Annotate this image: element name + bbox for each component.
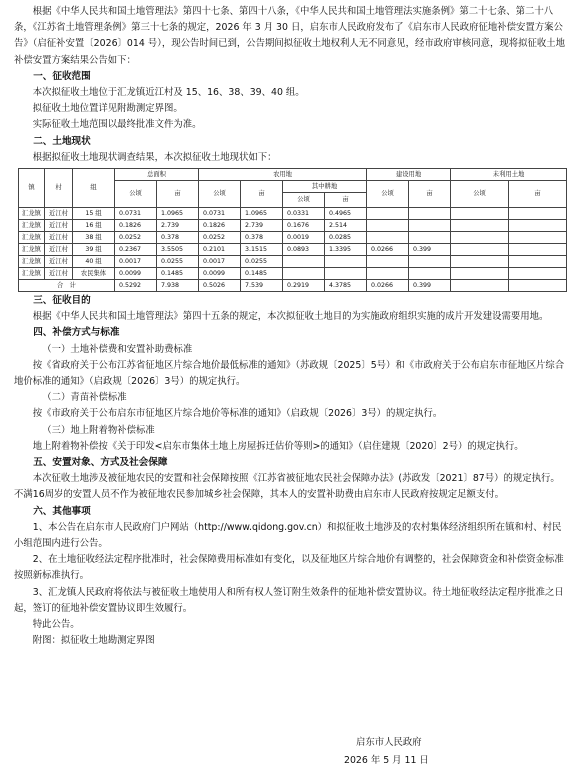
table-cell-value [367,220,409,232]
table-cell-value: 0.0893 [283,244,325,256]
table-cell-town: 汇龙镇 [19,220,45,232]
unit-mu: 亩 [157,181,199,208]
total-cell: 7.539 [241,280,283,292]
table-cell-village: 近江村 [45,256,73,268]
section-2-title: 二、土地现状 [33,135,91,147]
table-cell-value [509,268,567,280]
table-cell-value: 0.0017 [115,256,157,268]
section-4-sub-3: （三）地上附着物补偿标准 [42,424,155,436]
section-5-para-1: 本次征收土地涉及被征地农民的安置和社会保障按照《江苏省被征地农民社会保障办法》(苏政发〔2021〕87号）的规定执行。不满16周岁的安置人员不作为被征地农民参加城乡社会保障，其本人的安置补助费由启东市人民政府按规定足额支付。 [14,473,560,501]
total-label: 合 计 [19,280,115,292]
table-cell-town: 汇龙镇 [19,208,45,220]
section-4-para-3: 地上附着物补偿按《关于印发<启东市集体土地上房屋拆迁估价等则>的通知》（启住建规〔2020〕2号）的规定执行。 [32,440,524,452]
table-cell-value: 0.0731 [115,208,157,220]
table-cell-value [451,244,509,256]
table-cell-value: 0.1676 [283,220,325,232]
table-cell-value: 0.0252 [115,232,157,244]
table-cell-village: 近江村 [45,268,73,280]
table-row [19,208,567,220]
table-cell-value [409,268,451,280]
table-cell-value: 0.1826 [199,220,241,232]
table-cell-value [509,244,567,256]
table-cell-value: 0.378 [241,232,283,244]
table-cell-value: 0.0285 [325,232,367,244]
table-row [19,244,567,256]
total-cell: 7.938 [157,280,199,292]
attachment-line: 附图：拟征收土地勘测定界图 [32,635,155,647]
table-cell-value [451,268,509,280]
table-cell-value: 1.3395 [325,244,367,256]
table-cell-value [451,208,509,220]
unit-mu: 亩 [241,181,283,208]
table-cell-value [283,256,325,268]
table-cell-value: 0.0255 [241,256,283,268]
table-row [19,220,567,232]
section-3-para-1: 根据《中华人民共和国土地管理法》第四十五条的规定，本次拟征收土地目的为实施政府组织实施的成片开发建设需要用地。 [32,311,549,323]
table-cell-value [509,232,567,244]
header-village: 村 [45,169,73,208]
unit-ha: 公顷 [451,181,509,208]
table-cell-value [325,268,367,280]
header-total-area: 总面积 [115,169,199,181]
total-cell: 0.5026 [199,280,241,292]
unit-mu: 亩 [325,193,367,208]
table-cell-value [325,256,367,268]
section-4-sub-1: （一）土地补偿费和安置补助费标准 [42,343,193,355]
table-cell-value: 0.0099 [199,268,241,280]
table-row [19,268,567,280]
table-cell-value [409,208,451,220]
header-arable-land: 其中耕地 [283,181,367,193]
table-cell-town: 汇龙镇 [19,256,45,268]
section-4-para-1: 按《省政府关于公布江苏省征地区片综合地价最低标准的通知》（苏政规〔2025〕5号）和《市政府关于公布启东市征地区片综合地价标准的通知》（启政规〔2026〕3号）的规定执行。 [14,359,565,388]
table-cell-value [451,220,509,232]
table-cell-town: 汇龙镇 [19,244,45,256]
header-agricultural-land: 农用地 [199,169,367,181]
table-cell-village: 近江村 [45,232,73,244]
table-cell-value: 0.0331 [283,208,325,220]
section-5-title: 五、安置对象、方式及社会保障 [33,457,168,469]
table-cell-value [509,220,567,232]
table-cell-value: 0.1485 [157,268,199,280]
table-cell-village: 近江村 [45,244,73,256]
section-6-para-2: 2、在土地征收经法定程序批准时，社会保障费用标准如有变化，以及征地区片综合地价有调整的，社会保障资金和补偿资金标准按照新标准执行。 [14,554,564,582]
table-cell-value [367,208,409,220]
table-cell-group: 38 组 [73,232,115,244]
section-6-para-1: 1、本公告在启东市人民政府门户网站（http://www.qidong.gov.cn）和拟征收土地涉及的农村集体经济组织所在镇和村、村民小组范围内进行公告。 [14,521,562,550]
header-group: 组 [73,169,115,208]
header-construction-land: 建设用地 [367,169,451,181]
table-cell-town: 汇龙镇 [19,232,45,244]
unit-ha: 公顷 [199,181,241,208]
signature-date: 2026 年 5 月 11 日 [344,755,429,766]
table-cell-value: 2.739 [157,220,199,232]
total-cell: 0.0266 [367,280,409,292]
section-3-title: 三、征收目的 [33,295,91,307]
section-1-para-2: 拟征收土地位置详见附勘测定界图。 [32,103,183,115]
total-cell [509,280,567,292]
section-4-para-2: 按《市政府关于公布启东市征地区片综合地价等标准的通知》（启政规〔2026〕3号）的规定执行。 [32,408,443,420]
table-cell-value: 0.4965 [325,208,367,220]
header-unused-land: 未利用土地 [451,169,567,181]
unit-mu: 亩 [509,181,567,208]
total-cell: 0.399 [409,280,451,292]
section-1-para-1: 本次拟征收土地位于汇龙镇近江村及 15、16、38、39、40 组。 [32,87,305,99]
table-cell-value: 0.378 [157,232,199,244]
table-row [19,256,567,268]
table-cell-value: 0.0019 [283,232,325,244]
section-1-title: 一、征收范围 [33,70,91,82]
section-4-title: 四、补偿方式与标准 [33,327,120,339]
table-cell-value: 0.0255 [157,256,199,268]
table-cell-value [409,256,451,268]
unit-mu: 亩 [409,181,451,208]
table-cell-group: 40 组 [73,256,115,268]
unit-ha: 公顷 [115,181,157,208]
total-cell [451,280,509,292]
table-cell-value [409,232,451,244]
table-cell-value: 0.0731 [199,208,241,220]
section-4-sub-2: （二）青苗补偿标准 [42,392,127,404]
intro-paragraph: 根据《中华人民共和国土地管理法》第四十七条、第四十八条，《中华人民共和国土地管理法实施条例》第二十七条、第二十八条，《江苏省土地管理条例》第三十七条的规定，2026 年 3 月 30 日，启东市人民政府发布了《启东市人民政府征地补偿安置方案公告》（启征补安置〔2026〕014 号），现公告时间已到，公告期间拟征收土地权利人无不同意见，经市政府审核同意，现将拟征收土地补偿安置方案结果公告如下： [14,6,565,66]
table-cell-value: 0.0252 [199,232,241,244]
total-cell: 0.2919 [283,280,325,292]
unit-ha: 公顷 [283,193,325,208]
table-cell-group: 15 组 [73,208,115,220]
table-cell-value [409,220,451,232]
section-6-para-3: 3、汇龙镇人民政府将依法与被征收土地使用人和所有权人签订附生效条件的征地补偿安置协议。待土地征收经法定程序批准之日起，签订的征地补偿安置协议即生效履行。 [14,586,564,614]
table-cell-value: 0.0099 [115,268,157,280]
table-cell-value: 0.1826 [115,220,157,232]
table-cell-value [283,268,325,280]
table-cell-value: 2.514 [325,220,367,232]
land-status-table [18,168,567,292]
table-cell-group: 16 组 [73,220,115,232]
signature-org: 启东市人民政府 [356,737,422,748]
table-cell-group: 农民集体 [73,268,115,280]
total-cell: 0.5292 [115,280,157,292]
table-cell-value: 3.5505 [157,244,199,256]
table-cell-value: 1.0965 [157,208,199,220]
total-cell: 4.3785 [325,280,367,292]
table-row [19,232,567,244]
table-cell-town: 汇龙镇 [19,268,45,280]
table-cell-value: 2.739 [241,220,283,232]
table-cell-value: 0.2101 [199,244,241,256]
table-cell-value: 1.0965 [241,208,283,220]
table-cell-value: 0.399 [409,244,451,256]
table-cell-value [451,256,509,268]
table-cell-value: 0.1485 [241,268,283,280]
unit-ha: 公顷 [367,181,409,208]
table-cell-village: 近江村 [45,208,73,220]
table-cell-value: 0.0017 [199,256,241,268]
table-cell-value [451,232,509,244]
table-cell-value [367,268,409,280]
table-cell-value [509,208,567,220]
table-cell-value [367,256,409,268]
table-cell-value: 3.1515 [241,244,283,256]
table-cell-value [367,232,409,244]
table-cell-value: 0.0266 [367,244,409,256]
header-town: 镇 [19,169,45,208]
section-1-para-3: 实际征收土地范围以最终批准文件为准。 [32,119,202,131]
table-cell-value [509,256,567,268]
section-6-title: 六、其他事项 [33,505,91,517]
table-cell-value: 0.2367 [115,244,157,256]
section-2-para-1: 根据拟征收土地现状调查结果，本次拟征收土地现状如下： [32,151,277,163]
closing-line: 特此公告。 [32,619,80,631]
table-cell-village: 近江村 [45,220,73,232]
table-cell-group: 39 组 [73,244,115,256]
